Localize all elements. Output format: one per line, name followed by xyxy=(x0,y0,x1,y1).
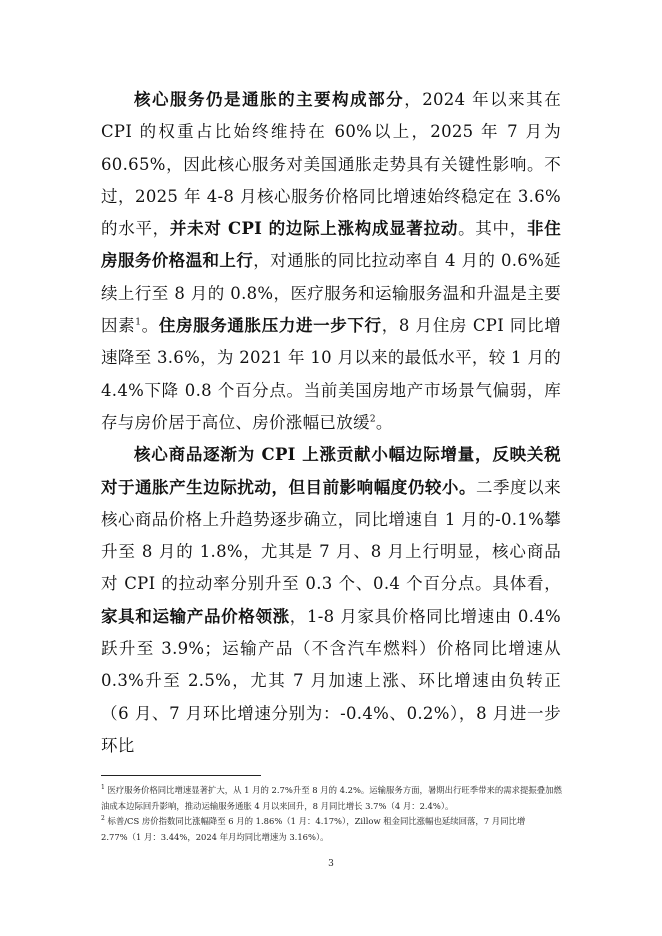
text-run: 。 xyxy=(375,412,393,432)
footnote-text: 标普/CS 房价指数同比涨幅降至 6 月的 1.86%（1 月：4.17%），Zillow 租金同比涨幅也延续回落，7 月同比增 2.77%（1 月：3.44%，2024 年月均同比增速为 3.16%）。 xyxy=(101,816,526,842)
footnotes xyxy=(101,783,567,845)
footnote-ref-2[interactable]: 2 xyxy=(369,414,376,425)
footnote-divider xyxy=(101,775,261,776)
page-number: 3 xyxy=(328,859,334,869)
text-run: 。 xyxy=(141,316,159,336)
footnote-text: 医疗服务价格同比增速显著扩大，从 1 月的 2.7%升至 8 月的 4.2%。运输服务方面，暑期出行旺季带来的需求提振叠加燃油成本边际回升影响，推动运输服务通胀 4 月以来回升，8 月同比增长 3.7%（4 月：2.4%）。 xyxy=(101,785,562,811)
bold-phrase: 住房服务通胀压力进一步下行 xyxy=(158,316,382,336)
footnote-1 xyxy=(101,783,567,814)
bold-phrase: 核心服务仍是通胀的主要构成部分 xyxy=(134,90,405,109)
text-run: ，对通胀的同比拉动率自 4 月的 0.6%延续上行至 8 月的 0.8%，医疗服务和运输服务温和升温是主要因素 xyxy=(101,251,561,336)
text-run: ，2024 年以来其在 CPI 的权重占比始终维持在 60%以上，2025 年 7 月为 60.65%，因此核心服务对美国通胀走势具有关键性影响。不过，2025 年 4-8 月核心服务价格同比增速始终稳定在 3.6%的水平， xyxy=(101,90,561,239)
footnote-2 xyxy=(101,814,567,845)
paragraph-core-services xyxy=(101,84,561,439)
bold-phrase: 并未对 CPI 的边际上涨构成显著拉动 xyxy=(169,219,459,239)
text-run: ，1-8 月家具价格同比增速由 0.4%跃升至 3.9%；运输产品（不含汽车燃料）价格同比增速从 0.3%升至 2.5%，尤其 7 月加速上涨、环比增速由负转正（6 月、7 月环比增速分别为：-0.4%、0.2%），8 月进一步环比 xyxy=(101,606,561,755)
bold-phrase: 非住房服务价格温和上行 xyxy=(101,219,561,271)
bold-phrase: 家具和运输产品价格领涨 xyxy=(101,606,290,626)
body-text xyxy=(101,84,561,762)
text-run: ，8 月住房 CPI 同比增速降至 3.6%，为 2021 年 10 月以来的最低水平，较 1 月的 4.4%下降 0.8 个百分点。当前美国房地产市场景气偏弱，库存与房价居于高位、房价涨幅已放缓 xyxy=(101,316,561,432)
text-run: 二季度以来核心商品价格上升趋势逐步确立，同比增速自 1 月的-0.1%攀升至 8 月的 1.8%，尤其是 7 月、8 月上行明显，核心商品对 CPI 的拉动率分别升至 0.3 个、0.4 个百分点。具体看， xyxy=(101,477,561,594)
text-run: 。其中， xyxy=(458,219,527,239)
bold-phrase: 核心商品逐渐为 CPI 上涨贡献小幅边际增量，反映关税对于通胀产生边际扰动，但目前影响幅度仍较小。 xyxy=(101,445,561,497)
footnote-ref-1[interactable]: 1 xyxy=(135,317,142,328)
paragraph-core-goods xyxy=(101,439,561,762)
footnote-mark: 1 xyxy=(101,784,105,792)
footnote-mark: 2 xyxy=(101,815,105,823)
